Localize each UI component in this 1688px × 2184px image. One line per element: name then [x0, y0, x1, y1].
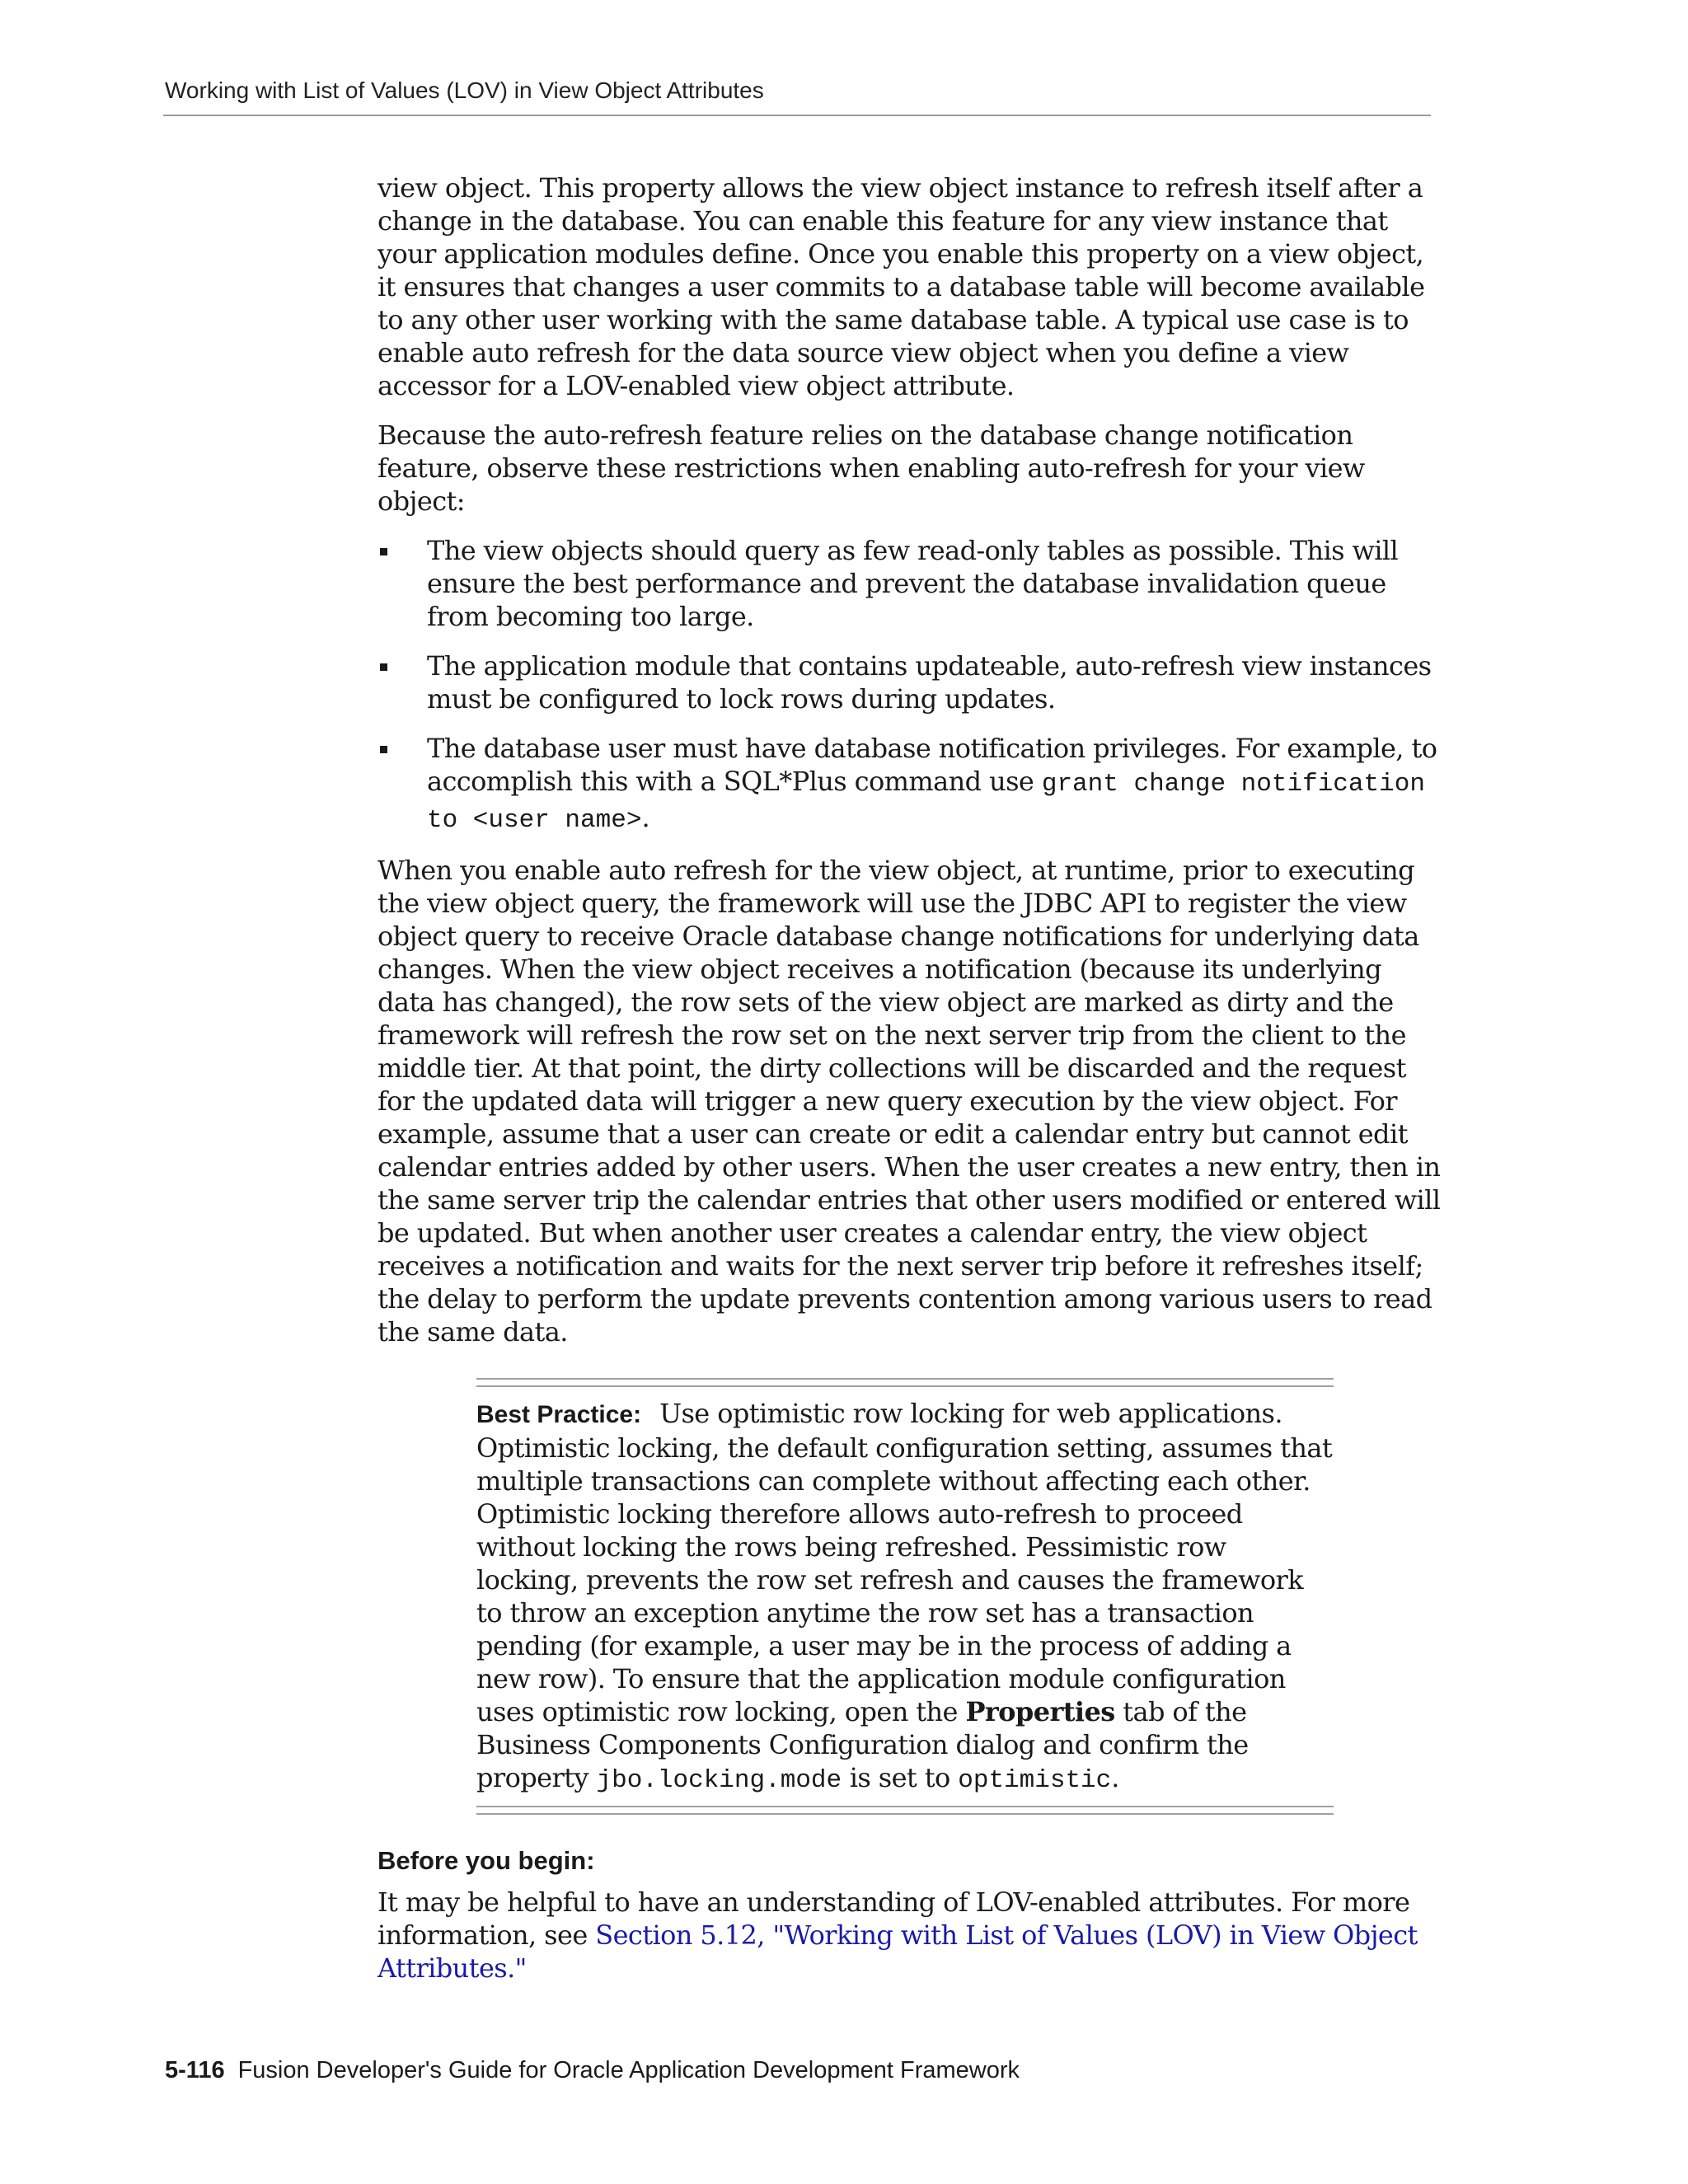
note-text-middle: tab of the Business Components Configuration dialog and confirm the property [476, 1696, 1249, 1793]
bullet-icon [380, 746, 387, 753]
header-rule [163, 115, 1431, 116]
page-footer [165, 2055, 1020, 2085]
paragraph-runtime: When you enable auto refresh for the view object, at runtime, prior to executing the view object query, the framework will use the JDBC API to register the view object query to receive Oracle database change notifications for underlying data changes. When the view object receives a notification (because its underlying data has changed), the row sets of the view object are marked as dirty and the framework will refresh the row set on the next server trip from the client to the middle tier. At that point, the dirty collections will be discarded and the request for the updated data will trigger a new query execution by the view object. For example, assume that a user can create or edit a calendar entry but cannot edit calendar entries added by other users. When the user creates a new entry, then in the same server trip the calendar entries that other users modified or entered will be updated. But when another user creates a calendar entry, the view object receives a notification and waits for the next server trip before it refreshes itself; the delay to perform the update prevents contention among various users to read the same data. [377, 855, 1441, 1347]
best-practice-note [476, 1378, 1334, 1815]
list-item-text: The view objects should query as few read-only tables as possible. This will ensure the best performance and prevent the database invalidation queue from becoming too large. [427, 535, 1399, 632]
list-item [377, 732, 1441, 837]
note-bottom-rule [476, 1806, 1334, 1815]
bullet-icon [380, 548, 387, 555]
page-number: 5-116 [165, 2057, 225, 2083]
note-top-rule [476, 1378, 1334, 1387]
paragraph-restrictions: Because the auto-refresh feature relies on the database change notification feature, observe these restrictions when enabling auto-refresh for your view object: [377, 419, 1365, 517]
list-item-text: The application module that contains updateable, auto-refresh view instances must be configured to lock rows during updates. [427, 650, 1432, 715]
note-text: Use optimistic row locking for web applications. Optimistic locking, the default configuration setting, assumes that multiple transactions can complete without affecting each other. Optimistic locking therefore allows auto-refresh to proceed without locking the rows being refreshed. Pessimistic row locking, prevents the row set refresh and causes the framework to throw an exception anytime the row set has a transaction pending (for example, a user may be in the process of adding a new row). To ensure that the application module configuration uses optimistic row locking, open the [476, 1398, 1333, 1727]
note-text-end: . [1111, 1762, 1119, 1793]
list-item [377, 534, 1441, 633]
list-item-text: The database user must have database notification privileges. For example, to accomplish this with a SQL*Plus command use [427, 733, 1437, 797]
code-locking-mode: jbo.locking.mode [596, 1766, 842, 1795]
section-link[interactable]: Section 5.12, "Working with List of Values (LOV) in View Object Attributes." [377, 1919, 1418, 1984]
before-begin-text: It may be helpful to have an understanding of LOV-enabled attributes. For more information, see [377, 1886, 1410, 1951]
note-bold-properties: Properties [965, 1696, 1115, 1727]
paragraph-intro: view object. This property allows the view object instance to refresh itself after a change in the database. You can enable this feature for any view instance that your application modules define. Once you enable this property on a view object, it ensures that changes a user commits to a database table will become available to any other user working with the same database table. A typical use case is to enable auto refresh for the data source view object when you define a view accessor for a LOV-enabled view object attribute. [377, 172, 1425, 401]
note-body [476, 1387, 1334, 1806]
book-title: Fusion Developer's Guide for Oracle Application Development Framework [237, 2057, 1020, 2083]
page-body [377, 171, 1441, 2001]
code-optimistic: optimistic [958, 1766, 1112, 1795]
paragraph-before-begin [377, 1886, 1441, 1985]
note-text-is-set: is set to [842, 1762, 959, 1793]
list-item [377, 649, 1441, 715]
note-label: Best Practice: [476, 1401, 642, 1428]
restrictions-list [377, 534, 1441, 837]
code-grant-command: grant change notification to <user name> [427, 770, 1425, 835]
running-header: Working with List of Values (LOV) in View Object Attributes [165, 77, 764, 103]
bullet-icon [380, 663, 387, 671]
list-item-text-end: . [641, 802, 650, 833]
before-you-begin-heading: Before you begin: [377, 1846, 595, 1875]
